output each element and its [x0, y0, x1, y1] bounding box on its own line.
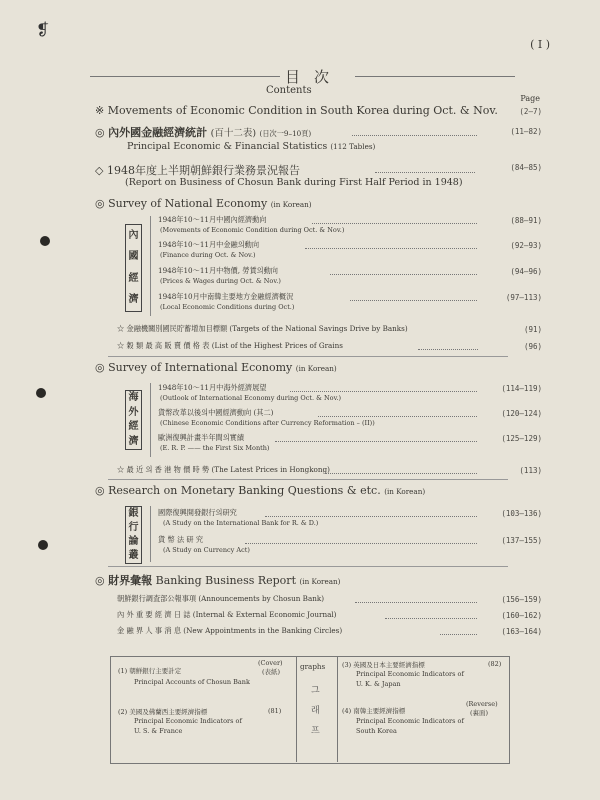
announcements-entry: 朝鮮銀行調査部公報事項 (Announcements by Chosun Bank) — [117, 594, 325, 603]
leader-dots — [375, 172, 475, 173]
vertical-char: 論 — [128, 536, 139, 547]
graph-1-number: (1) — [118, 667, 128, 675]
statistics-note: (日次一9–10頁) — [259, 129, 312, 138]
international-item-2-en: (Chinese Economic Conditions after Currency Reformation – (II)) — [160, 419, 375, 427]
research-section-heading — [95, 484, 425, 497]
graph-4-title-line2: South Korea — [356, 727, 397, 735]
savings-targets-text: 金融機關別國民貯蓄增加目標額 (Targets of the National Savings Drive by Banks) — [126, 324, 408, 333]
grain-prices-pages: (96) — [523, 342, 542, 351]
graph-3-pages: (82) — [488, 660, 502, 668]
double-circle-icon: ◎ — [95, 126, 105, 139]
savings-targets-pages: (91) — [523, 325, 542, 334]
report-title-en: (Report on Business of Chosun Bank during First Half Period in 1948) — [125, 177, 463, 188]
national-item-4-pages: (97–113) — [505, 293, 542, 302]
graph-1-tag: (Cover) — [258, 659, 283, 667]
leader-dots — [290, 391, 477, 392]
national-item-3-cjk: 1948年10～11月中物價, 勞賃의動向 — [158, 266, 278, 275]
hongkong-prices-entry — [117, 465, 330, 475]
vertical-char: 海 — [128, 392, 139, 404]
research-vertical-label — [125, 506, 142, 564]
leader-dots — [330, 274, 477, 275]
movements-entry — [95, 104, 498, 117]
national-item-3-en: (Prices & Wages during Oct. & Nov.) — [160, 277, 281, 285]
vertical-char: 銀 — [128, 508, 139, 519]
language-note: (in Korean) — [384, 487, 426, 496]
national-item-1-cjk: 1948年10～11月中國內經濟動向 — [158, 215, 267, 224]
movements-pages: (2–7) — [519, 107, 542, 116]
leader-dots — [440, 634, 477, 635]
national-item-4-cjk: 1948年10月中南韓主要地方金融經濟概況 — [158, 292, 294, 301]
vertical-char: 外 — [128, 406, 139, 418]
banking-section-heading — [95, 572, 340, 588]
national-item-3-pages: (94–96) — [510, 267, 542, 276]
savings-targets-entry — [117, 324, 408, 334]
national-item-1-en: (Movements of Economic Condition during Oct. & Nov.) — [160, 226, 345, 234]
national-section-heading — [95, 197, 312, 210]
report-entry — [95, 162, 300, 178]
announcements-pages: (156–159) — [501, 595, 542, 604]
statistics-title-en: Principal Economic & Financial Statistics — [127, 141, 328, 152]
hongkong-prices-text: 最 近 의 香 港 物 價 時 勢 (The Latest Prices in Hongkong) — [126, 465, 330, 474]
language-note: (in Korean) — [295, 364, 337, 373]
bracket-line — [150, 216, 151, 316]
graph-3-title-line2: U. K. & Japan — [356, 680, 401, 688]
appointments-pages: (163–164) — [501, 627, 542, 636]
research-section-title: Research on Monetary Banking Questions & etc. — [108, 484, 381, 497]
graph-1-tag-cjk: (表紙) — [262, 668, 281, 676]
international-item-1-cjk: 1948年10～11月中海外經濟展望 — [158, 383, 267, 392]
leader-dots — [325, 473, 477, 474]
section-divider — [108, 479, 508, 480]
national-item-2-cjk: 1948年10～11月中金融의動向 — [158, 240, 260, 249]
international-item-3-en: (E. R. P. —— the First Six Month) — [160, 444, 270, 452]
international-item-2-pages: (120–124) — [501, 409, 542, 418]
graphs-char: 프 — [311, 726, 320, 736]
graph-2-pages: (81) — [268, 707, 282, 715]
appointments-entry: 金 融 界 人 事 消 息 (New Appointments in the Banking Circles) — [117, 626, 343, 635]
page-column-label: Page — [520, 94, 540, 103]
journal-pages: (160–162) — [501, 611, 542, 620]
vertical-char: 經 — [128, 421, 139, 433]
national-section-title: Survey of National Economy — [108, 197, 268, 210]
graphs-char: 그 — [311, 686, 320, 696]
graph-3-cjk: 英國及日本主要經濟指標 — [353, 661, 425, 669]
vertical-char: 經 — [128, 272, 139, 284]
graph-2-number: (2) — [118, 708, 128, 716]
vertical-char: 濟 — [128, 294, 139, 306]
report-title-cjk: 1948年度上半期朝鮮銀行業務景況報告 — [106, 164, 300, 177]
leader-dots — [245, 543, 477, 544]
international-item-1-en: (Outlook of International Economy during Oct. & Nov.) — [160, 394, 342, 402]
language-note: (in Korean) — [270, 200, 312, 209]
graph-4-tag-cjk: (裏面) — [470, 709, 489, 717]
international-vertical-label — [125, 390, 142, 450]
statistics-en — [127, 141, 375, 152]
graph-4-number: (4) — [342, 707, 352, 715]
binding-hole-1 — [40, 236, 50, 246]
title-rule-left — [90, 76, 280, 77]
international-item-3-cjk: 歐洲復興計畫半年間의實績 — [158, 433, 245, 442]
leader-dots — [318, 416, 477, 417]
leader-dots — [312, 223, 477, 224]
graph-4-title-line1: Principal Economic Indicators of — [356, 717, 464, 725]
statistics-title-cjk: 內外國金融經濟統計 — [108, 126, 208, 139]
leader-dots — [305, 248, 477, 249]
vertical-char: 內 — [128, 229, 139, 241]
graph-1-heading — [118, 666, 181, 675]
research-item-2-en: (A Study on Currency Act) — [163, 546, 250, 554]
star-icon: ☆ — [117, 324, 125, 333]
corner-mark: ❡ — [36, 20, 50, 39]
national-item-2-pages: (92–93) — [510, 241, 542, 250]
international-item-2-cjk: 貨幣改革以後의中國經濟動向 (其二) — [158, 408, 274, 417]
national-vertical-label — [125, 224, 142, 312]
leader-dots — [275, 441, 477, 442]
graphs-char: 래 — [311, 706, 320, 716]
grain-prices-text: 穀 類 最 高 販 賣 價 格 表 (List of the Highest Prices of Grains — [126, 341, 343, 350]
report-pages: (84–85) — [510, 163, 542, 172]
bracket-line — [150, 506, 151, 562]
international-section-heading — [95, 361, 337, 374]
research-item-2-pages: (137–155) — [501, 536, 542, 545]
graph-4-heading — [342, 706, 405, 715]
international-item-1-pages: (114–119) — [501, 384, 542, 393]
binding-hole-2 — [36, 388, 46, 398]
double-circle-icon: ◎ — [95, 484, 105, 497]
research-item-1-pages: (103–136) — [501, 509, 542, 518]
graph-4-tag: (Reverse) — [466, 700, 498, 708]
graph-2-cjk: 美國及佛蘭西主要經濟指標 — [129, 708, 208, 716]
graph-2-title-line1: Principal Economic Indicators of — [134, 717, 242, 725]
statistics-pages: (11–82) — [510, 127, 542, 136]
vertical-char: 叢 — [128, 550, 139, 561]
graph-1-title: Principal Accounts of Chosun Bank — [134, 678, 250, 686]
graph-4-cjk: 南韓主要經濟指標 — [353, 707, 406, 715]
graph-3-heading — [342, 660, 425, 669]
graph-2-heading — [118, 707, 207, 716]
double-circle-icon: ◎ — [95, 574, 105, 587]
reference-mark-icon: ※ — [95, 104, 105, 117]
contents-title-en: Contents — [266, 85, 312, 96]
diamond-icon: ◇ — [95, 164, 104, 177]
vertical-char: 濟 — [128, 435, 139, 447]
hongkong-prices-pages: (113) — [519, 466, 542, 475]
statistics-entry — [95, 124, 311, 140]
star-icon: ☆ — [117, 465, 125, 474]
title-rule-right — [355, 76, 515, 77]
vertical-char: 行 — [128, 522, 139, 533]
banking-section-title: Banking Business Report — [155, 574, 296, 587]
binding-hole-3 — [38, 540, 48, 550]
research-item-2-cjk: 貨 幣 法 研 究 — [158, 535, 204, 544]
research-item-1-en: (A Study on the International Bank for R. & D.) — [163, 519, 319, 527]
graph-2-title-line2: U. S. & France — [134, 727, 183, 735]
leader-dots — [355, 602, 477, 603]
research-item-1-cjk: 國際復興開發銀行의研究 — [158, 508, 237, 517]
graph-3-number: (3) — [342, 661, 352, 669]
bracket-line — [150, 383, 151, 457]
double-circle-icon: ◎ — [95, 361, 105, 374]
national-item-1-pages: (88–91) — [510, 216, 542, 225]
banking-section-title-cjk: 財界彙報 — [108, 574, 153, 587]
movements-title: Movements of Economic Condition in South Korea during Oct. & Nov. — [107, 104, 498, 117]
double-circle-icon: ◎ — [95, 197, 105, 210]
leader-dots — [352, 135, 477, 136]
vertical-char: 國 — [128, 251, 139, 263]
graph-3-title-line1: Principal Economic Indicators of — [356, 670, 464, 678]
national-item-4-en: (Local Economic Conditions during Oct.) — [160, 303, 295, 311]
language-note: (in Korean) — [299, 577, 341, 586]
contents-title-cjk: 目次 — [285, 68, 344, 86]
journal-entry: 內 外 重 要 經 濟 日 誌 (Internal & External Economic Journal) — [117, 610, 337, 619]
statistics-count-cjk: (百十二表) — [210, 128, 257, 139]
grain-prices-entry — [117, 341, 343, 351]
leader-dots — [418, 349, 478, 350]
section-divider — [108, 356, 508, 357]
statistics-tables-count: (112 Tables) — [330, 142, 376, 151]
graph-1-cjk: 朝鮮銀行主要計定 — [129, 667, 182, 675]
international-item-3-pages: (125–129) — [501, 434, 542, 443]
section-divider — [108, 566, 508, 567]
page-number: ( I ) — [530, 38, 550, 51]
national-item-2-en: (Finance during Oct. & Nov.) — [160, 251, 256, 259]
leader-dots — [265, 516, 477, 517]
star-icon: ☆ — [117, 341, 125, 350]
international-section-title: Survey of International Economy — [108, 361, 293, 374]
graphs-label: graphs — [300, 662, 326, 671]
leader-dots — [385, 618, 477, 619]
leader-dots — [350, 300, 477, 301]
